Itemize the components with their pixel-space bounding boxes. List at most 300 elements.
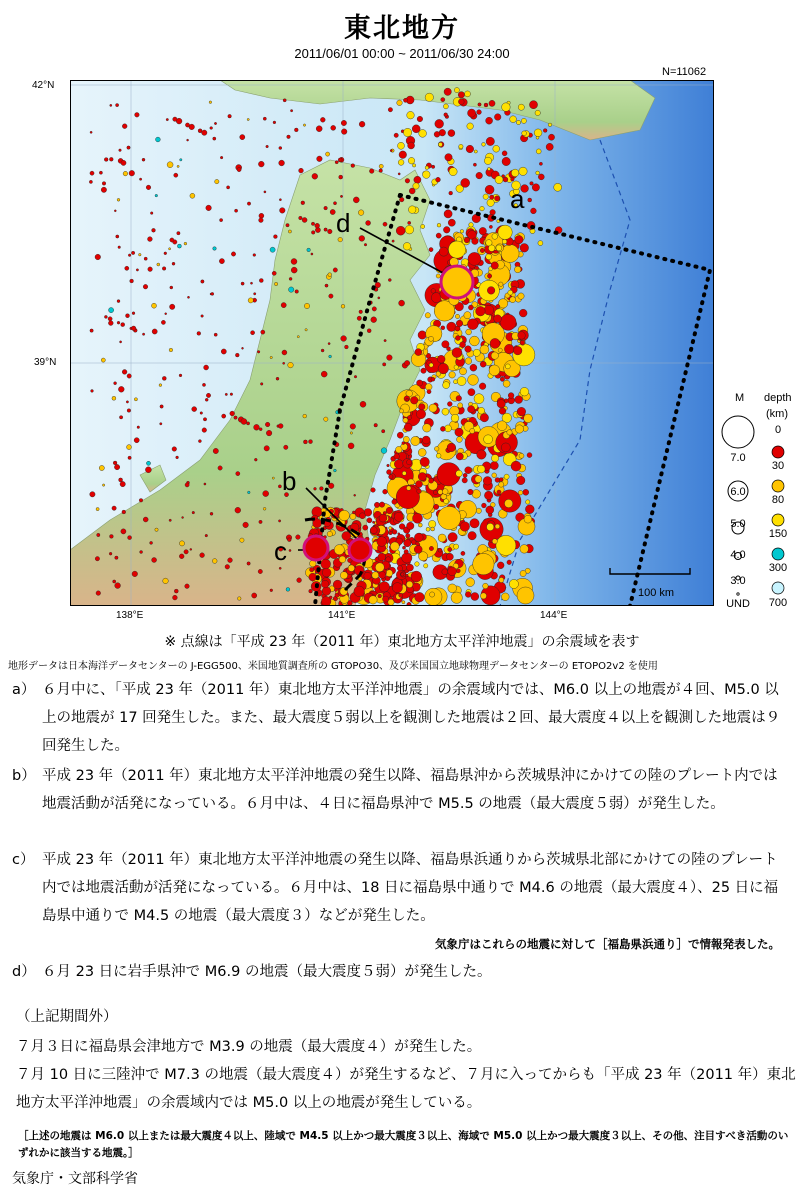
epicenter-dot [394, 454, 400, 460]
epicenter-dot [407, 111, 415, 119]
epicenter-dot [444, 88, 451, 95]
legend-depth-header: depth [764, 392, 792, 404]
epicenter-dot [162, 376, 166, 380]
epicenter-dot [169, 348, 173, 352]
epicenter-dot [386, 557, 391, 562]
epicenter-dot [114, 210, 116, 212]
epicenter-dot [484, 305, 494, 315]
epicenter-dot [258, 161, 264, 167]
epicenter-dot [109, 552, 112, 555]
epicenter-dot [463, 473, 467, 477]
epicenter-dot [270, 356, 272, 358]
epicenter-dot [456, 470, 463, 477]
epicenter-dot [311, 253, 313, 255]
epicenter-dot [214, 122, 216, 124]
epicenter-dot [142, 158, 145, 161]
epicenter-dot [480, 361, 486, 367]
epicenter-dot [242, 347, 244, 349]
epicenter-dot [247, 562, 250, 565]
epicenter-dot [406, 398, 409, 401]
epicenter-dot [439, 247, 448, 256]
epicenter-dot [397, 432, 403, 438]
epicenter-dot [461, 551, 465, 555]
epicenter-dot [407, 416, 411, 420]
epicenter-dot [202, 428, 207, 433]
epicenter-dot [322, 568, 331, 577]
epicenter-dot [455, 336, 460, 341]
epicenter-dot [459, 144, 463, 148]
epicenter-dot [483, 477, 492, 486]
epicenter-dot [474, 394, 484, 404]
epicenter-dot [491, 455, 498, 462]
epicenter-dot [511, 169, 519, 177]
legend-mag-7: 7.0 [730, 452, 746, 464]
epicenter-dot [429, 248, 433, 252]
epicenter-dot [474, 150, 477, 153]
epicenter-dot [231, 252, 235, 256]
epicenter-dot [213, 137, 216, 140]
epicenter-dot [480, 593, 486, 599]
epicenter-dot [456, 320, 463, 327]
epicenter-dot [129, 170, 135, 176]
epicenter-dot [406, 581, 413, 588]
epicenter-dot [263, 491, 269, 497]
epicenter-dot [407, 460, 412, 465]
page-title: 東北地方 [344, 13, 460, 44]
epicenter-dot [508, 393, 514, 399]
epicenter-dot [436, 372, 441, 377]
epicenter-dot [364, 243, 367, 246]
epicenter-dot [204, 365, 209, 370]
epicenter-dot [278, 424, 283, 429]
epicenter-dot [345, 345, 349, 349]
epicenter-dot [431, 527, 435, 531]
epicenter-dot [95, 557, 99, 561]
epicenter-dot [488, 245, 495, 252]
epicenter-dot [397, 100, 403, 106]
outside-period-heading: （上記期間外） [16, 1009, 118, 1025]
epicenter-dot [417, 116, 423, 122]
epicenter-dot [469, 223, 474, 228]
outside-period-line2: ７月 10 日に三陸沖で M7.3 の地震（最大震度４）が発生するなど、７月に入ってからも「平成 23 年（2011 年）東北地方太平洋沖地震」の余震域内では M5.0 以上の地震が発生している。 [16, 1067, 796, 1111]
epicenter-dot [303, 124, 305, 126]
epicenter-dot [283, 362, 285, 364]
epicenter-dot [96, 591, 101, 596]
epicenter-dot [517, 587, 534, 604]
epicenter-dot [539, 162, 542, 165]
epicenter-dot [389, 531, 393, 535]
epicenter-dot [495, 176, 503, 184]
epicenter-dot [443, 227, 450, 234]
epicenter-dot [520, 387, 529, 396]
epicenter-dot [190, 548, 192, 550]
legend-mag-3: 3.0 [730, 575, 746, 587]
epicenter-dot [259, 279, 263, 283]
epicenter-dot [116, 235, 119, 238]
epicenter-dot [115, 583, 121, 589]
paragraph-d-text: ６月 23 日に岩手県沖で M6.9 の地震（最大震度５弱）が発生した。 [42, 964, 492, 980]
epicenter-dot [407, 522, 414, 529]
epicenter-dot [326, 152, 330, 156]
epicenter-dot [117, 321, 120, 324]
epicenter-dot [399, 300, 405, 306]
epicenter-dot [237, 168, 241, 172]
epicenter-dot [433, 504, 438, 509]
epicenter-dot [258, 569, 262, 573]
epicenter-dot [369, 169, 374, 174]
epicenter-dot [202, 383, 205, 386]
epicenter-dot [434, 447, 439, 452]
epicenter-dot [509, 579, 518, 588]
epicenter-dot [388, 279, 391, 282]
epicenter-dot [266, 145, 269, 148]
epicenter-dot [99, 171, 102, 174]
epicenter-dot [90, 131, 92, 133]
epicenter-dot [341, 120, 346, 125]
epicenter-dot [294, 128, 298, 132]
epicenter-dot [187, 139, 189, 141]
epicenter-dot [254, 424, 260, 430]
epicenter-dot [482, 143, 486, 147]
epicenter-dot [127, 445, 132, 450]
epicenter-dot [529, 101, 537, 109]
epicenter-dot [128, 536, 132, 540]
legend-mag-4: 4.0 [730, 549, 746, 561]
legend-depth-150: 150 [768, 528, 788, 540]
epicenter-dot [456, 453, 463, 460]
epicenter-dot [257, 351, 260, 354]
epicenter-dot [447, 347, 451, 351]
epicenter-dot [504, 499, 512, 507]
epicenter-dot [272, 477, 274, 479]
epicenter-dot [538, 174, 544, 180]
epicenter-dot [240, 135, 245, 140]
epicenter-dot [449, 372, 456, 379]
epicenter-dot [360, 401, 366, 407]
epicenter-dot [415, 592, 425, 602]
epicenter-dot [419, 130, 427, 138]
epicenter-dot [534, 129, 542, 137]
epicenter-dot [236, 472, 240, 476]
epicenter-dot [434, 131, 440, 137]
epicenter-dot [314, 487, 317, 490]
paragraph-d [12, 958, 792, 986]
epicenter-dot [284, 445, 288, 449]
epicenter-dot [358, 210, 364, 216]
epicenter-dot [156, 137, 161, 142]
epicenter-dot [146, 185, 151, 190]
epicenter-dot [247, 118, 249, 120]
epicenter-dot [251, 331, 255, 335]
epicenter-dot [113, 580, 116, 583]
epicenter-dot [470, 428, 475, 433]
epicenter-dot [438, 534, 446, 542]
epicenter-dot [176, 456, 179, 459]
epicenter-dot [554, 183, 562, 191]
epicenter-dot [225, 565, 230, 570]
epicenter-dot [386, 570, 393, 577]
epicenter-dot [369, 596, 377, 604]
lat-label-42: 42°N [32, 80, 55, 91]
epicenter-dot [317, 156, 323, 162]
epicenter-dot [403, 128, 411, 136]
epicenter-dot [117, 198, 120, 201]
epicenter-dot [420, 457, 429, 466]
epicenter-dot [449, 191, 453, 195]
epicenter-dot [309, 440, 313, 444]
epicenter-dot [334, 545, 344, 555]
epicenter-dot [498, 348, 502, 352]
epicenter-dot [467, 123, 474, 130]
epicenter-dot [122, 370, 127, 375]
epicenter-dot [329, 355, 332, 358]
epicenter-dot [448, 533, 457, 542]
epicenter-dot [484, 435, 493, 444]
epicenter-dot [354, 586, 365, 597]
epicenter-dot [144, 257, 147, 260]
epicenter-dot [235, 209, 238, 212]
epicenter-dot [174, 173, 178, 177]
epicenter-dot [470, 336, 480, 346]
epicenter-dot [125, 266, 129, 270]
epicenter-dot [399, 197, 404, 202]
lon-label-141: 141°E [328, 610, 356, 621]
criteria-footnote: ［上述の地震は M6.0 以上または最大震度４以上、陸域で M4.5 以上かつ最大震度３以上、海域で M5.0 以上かつ最大震度３以上、その他、注目すべき活動のいずれかに該当する地震。］ [18, 1130, 789, 1159]
epicenter-dot [102, 182, 106, 186]
epicenter-dot [234, 416, 237, 419]
epicenter-dot [447, 322, 456, 331]
epicenter-dot [184, 550, 188, 554]
region-d-label: d [336, 208, 351, 238]
legend-mag-6: 6.0 [730, 486, 746, 498]
epicenter-dot [179, 374, 182, 377]
epicenter-dot [127, 409, 131, 413]
epicenter-dot [468, 109, 476, 117]
epicenter-dot [220, 156, 223, 159]
epicenter-dot [235, 507, 241, 513]
epicenter-dot [448, 547, 452, 551]
epicenter-dot [309, 589, 313, 593]
epicenter-dot [324, 417, 328, 421]
epicenter-dot [480, 206, 485, 211]
epicenter-dot [348, 565, 355, 572]
outside-period-line1: ７月３日に福島県会津地方で M3.9 の地震（最大震度４）が発生した。 [16, 1039, 482, 1055]
epicenter-dot [127, 146, 130, 149]
epicenter-dot [264, 191, 266, 193]
epicenter-dot [372, 307, 376, 311]
epicenter-dot [325, 284, 328, 287]
epicenter-dot [341, 336, 347, 342]
epicenter-dot [152, 228, 156, 232]
epicenter-dot [460, 342, 466, 348]
epicenter-dot [312, 173, 318, 179]
epicenter-dot [465, 467, 472, 474]
epicenter-dot [122, 124, 127, 129]
epicenter-dot [177, 232, 180, 235]
epicenter-dot [403, 98, 407, 102]
epicenter-dot [392, 583, 402, 593]
epicenter-dot [472, 490, 481, 499]
epicenter-dot [508, 290, 513, 295]
epicenter-dot [342, 532, 351, 541]
paragraph-b-label: b） [12, 768, 36, 784]
epicenter-dot [394, 133, 398, 137]
epicenter-dot [403, 436, 409, 442]
epicenter-dot [414, 533, 423, 542]
legend-depth-30: 30 [771, 460, 785, 472]
epicenter-dot [328, 229, 333, 234]
epicenter-dot [243, 522, 249, 528]
epicenter-dot [447, 443, 456, 452]
epicenter-map [70, 80, 714, 606]
epicenter-dot [259, 520, 262, 523]
epicenter-dot [520, 545, 529, 554]
epicenter-dot [408, 157, 415, 164]
epicenter-dot [468, 532, 476, 540]
epicenter-dot [515, 236, 523, 244]
epicenter-dot [266, 430, 272, 436]
epicenter-dot [401, 573, 404, 576]
epicenter-dot [279, 199, 281, 201]
epicenter-dot [367, 329, 371, 333]
epicenter-dot [159, 384, 162, 387]
epicenter-dot [527, 453, 532, 458]
epicenter-dot [467, 319, 478, 330]
paragraph-c-text: 平成 23 年（2011 年）東北地方太平洋沖地震の発生以降、福島県浜通りから茨城県北部にかけての陸のプレート内では地震活動が活発になっている。６月中は、18 日に福島県中通りで M4.6 の地震（最大震度４）、25 日に福島県中通りで M4.5 の地震（最大震度３）などが発生した。 [42, 852, 779, 924]
epicenter-dot [305, 329, 307, 331]
epicenter-dot [198, 440, 201, 443]
epicenter-dot [468, 305, 473, 310]
lat-label-39: 39°N [34, 357, 57, 368]
epicenter-dot [466, 329, 472, 335]
epicenter-dot [417, 380, 423, 386]
epicenter-dot [479, 383, 486, 390]
epicenter-dot [389, 475, 393, 479]
epicenter-dot [273, 121, 276, 124]
epicenter-dot [418, 523, 422, 527]
epicenter-dot [476, 172, 483, 179]
epicenter-dot [486, 506, 494, 514]
epicenter-dot [487, 523, 494, 530]
epicenter-dot [351, 164, 355, 168]
epicenter-dot [521, 118, 526, 123]
epicenter-dot [214, 333, 217, 336]
epicenter-dot [109, 157, 113, 161]
epicenter-dot [418, 331, 426, 339]
epicenter-dot [357, 316, 361, 320]
epicenter-dot [287, 135, 291, 139]
epicenter-dot [526, 500, 530, 504]
epicenter-dot [518, 332, 526, 340]
epicenter-dot [297, 578, 302, 583]
epicenter-dot [402, 471, 406, 475]
epicenter-dot [441, 326, 445, 330]
epicenter-dot [411, 540, 416, 545]
epicenter-dot [119, 149, 122, 152]
epicenter-dot [448, 130, 455, 137]
epicenter-dot [451, 414, 459, 422]
epicenter-dot [502, 157, 510, 165]
epicenter-dot [311, 222, 314, 225]
epicenter-dot [483, 194, 488, 199]
epicenter-dot [131, 326, 136, 331]
epicenter-dot [436, 233, 441, 238]
epicenter-dot [507, 560, 512, 565]
epicenter-dot [515, 396, 523, 404]
epicenter-dot [476, 508, 481, 513]
epicenter-dot [379, 572, 386, 579]
epicenter-dot [477, 450, 486, 459]
paragraph-a [12, 676, 792, 760]
legend-depth-300: 300 [768, 562, 788, 574]
epicenter-dot [110, 535, 114, 539]
epicenter-dot [359, 236, 365, 242]
epicenter-dot [309, 573, 317, 581]
epicenter-dot [407, 564, 414, 571]
epicenter-dot [477, 110, 482, 115]
epicenter-dot [408, 142, 415, 149]
epicenter-dot [220, 219, 223, 222]
epicenter-dot [436, 177, 441, 182]
epicenter-dot [96, 508, 99, 511]
epicenter-dot [241, 282, 244, 285]
epicenter-dot [497, 421, 507, 431]
epicenter-dot [177, 244, 181, 248]
epicenter-dot [419, 404, 425, 410]
epicenter-dot [383, 363, 386, 366]
epicenter-dot [139, 499, 143, 503]
epicenter-dot [112, 506, 116, 510]
epicenter-dot [272, 271, 276, 275]
epicenter-dot [270, 247, 275, 252]
epicenter-dot [388, 108, 392, 112]
epicenter-dot [415, 349, 422, 356]
epicenter-dot [425, 93, 433, 101]
epicenter-dot [291, 259, 297, 265]
epicenter-dot [136, 269, 138, 271]
legend-depth-80: 80 [771, 494, 785, 506]
paragraph-c [12, 846, 792, 930]
legend-depth-700: 700 [768, 597, 788, 609]
epicenter-dot [297, 336, 299, 338]
epicenter-dot [341, 304, 345, 308]
epicenter-dot [259, 428, 262, 431]
epicenter-dot [499, 482, 504, 487]
epicenter-dot [132, 571, 138, 577]
epicenter-dot [259, 213, 264, 218]
epicenter-dot [438, 506, 461, 529]
epicenter-dot [248, 491, 251, 494]
epicenter-dot [429, 336, 434, 341]
epicenter-dot [263, 507, 266, 510]
epicenter-dot [225, 393, 227, 395]
epicenter-dot [546, 143, 553, 150]
epicenter-dot [532, 184, 539, 191]
epicenter-dot [328, 273, 332, 277]
epicenter-dot [436, 453, 441, 458]
epicenter-dot [235, 353, 239, 357]
epicenter-dot [252, 593, 257, 598]
epicenter-dot [485, 185, 494, 194]
legend-symbols [714, 410, 804, 620]
epicenter-dot [113, 461, 117, 465]
epicenter-dot [491, 262, 498, 269]
epicenter-dot [470, 519, 479, 528]
epicenter-dot [500, 377, 504, 381]
epicenter-dot [406, 534, 410, 538]
epicenter-dot [501, 443, 510, 452]
epicenter-dot [530, 182, 534, 186]
